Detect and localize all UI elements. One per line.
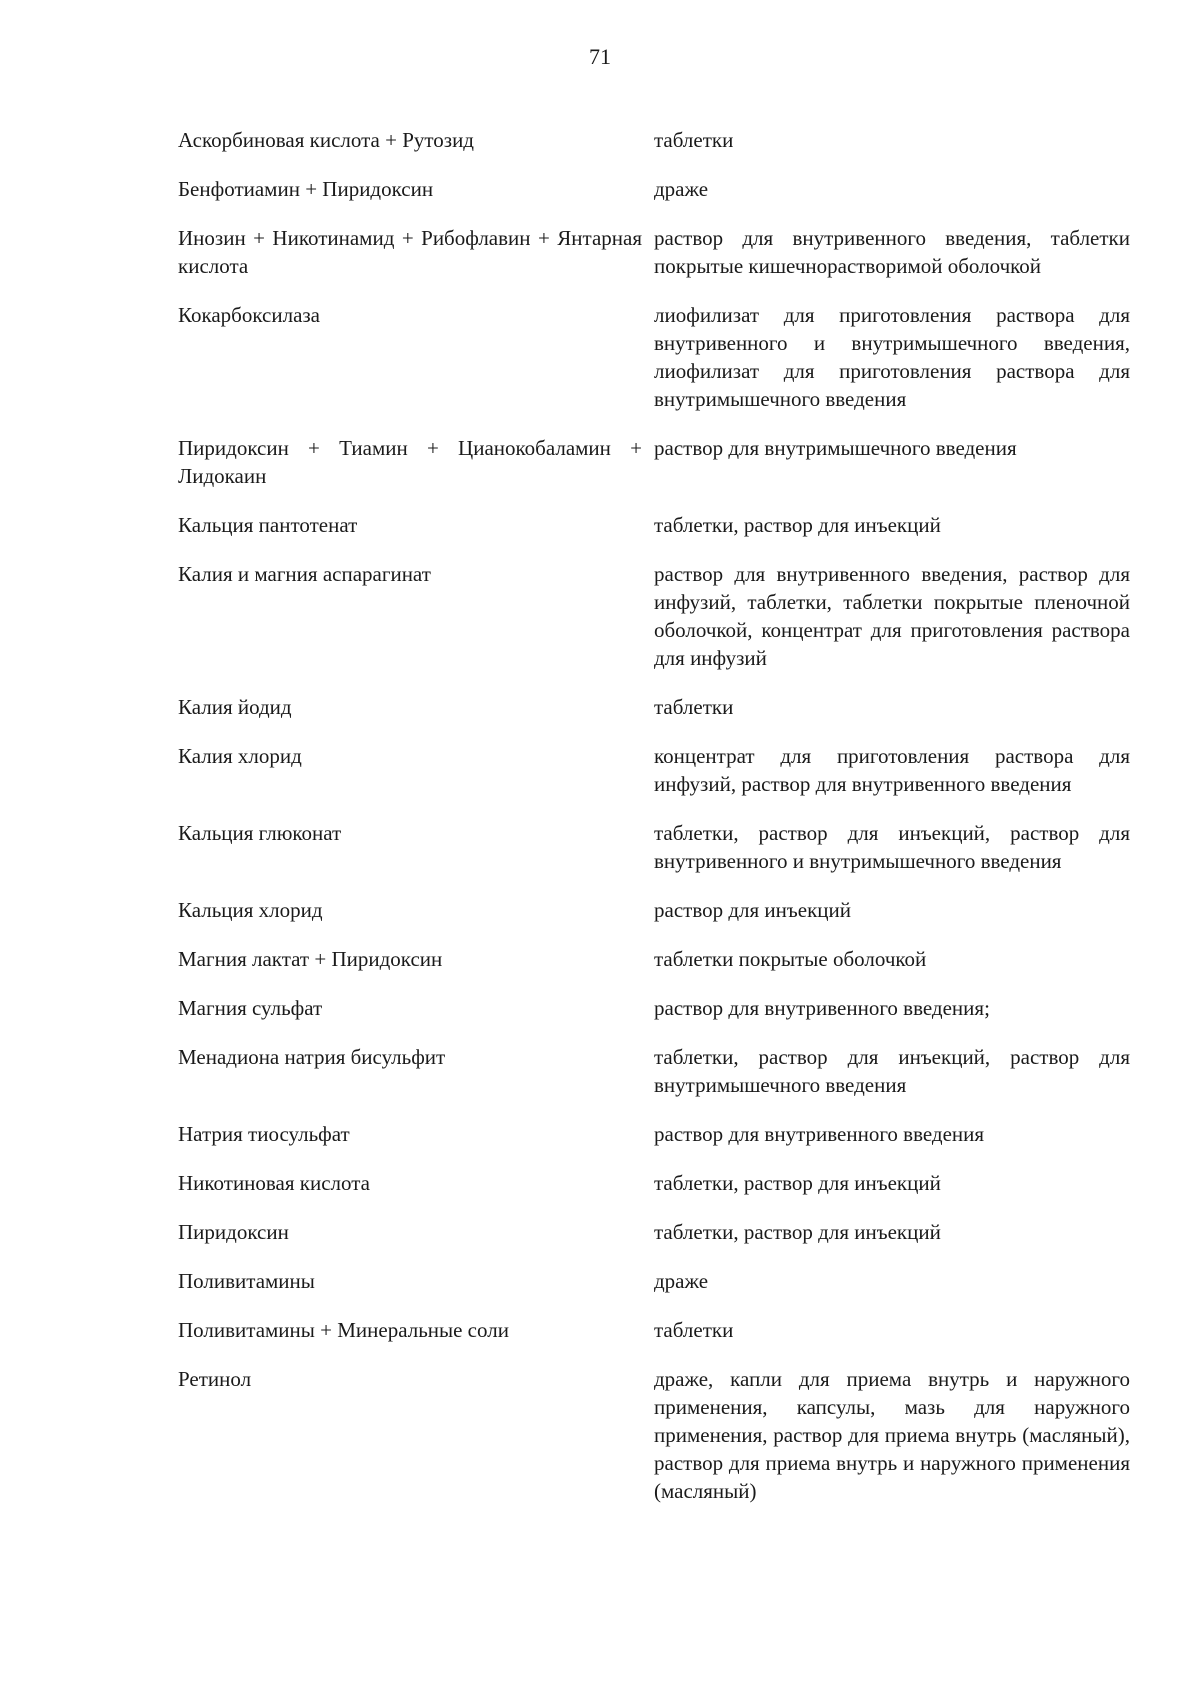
drug-row <box>178 1365 1130 1505</box>
drug-form: драже, капли для приема внутрь и наружного применения, капсулы, мазь для наружного применения, раствор для приема внутрь (масляный), раствор для приема внутрь и наружного применения (масляный) <box>654 1367 1130 1503</box>
drug-name: Пиридоксин <box>178 1220 289 1244</box>
drug-row <box>178 1316 1130 1344</box>
drug-name: Поливитамины + Минеральные соли <box>178 1318 509 1342</box>
drug-row <box>178 1218 1130 1246</box>
drug-row <box>178 693 1130 721</box>
drug-row <box>178 175 1130 203</box>
drug-row <box>178 560 1130 672</box>
drug-row <box>178 1169 1130 1197</box>
drug-row <box>178 224 1130 280</box>
drug-row <box>178 434 1130 490</box>
drug-form: таблетки, раствор для инъекций, раствор для внутривенного и внутримышечного введения <box>654 821 1130 873</box>
drug-row <box>178 511 1130 539</box>
drug-row <box>178 994 1130 1022</box>
drug-form: таблетки, раствор для инъекций <box>654 1220 941 1244</box>
drug-form: раствор для внутривенного введения, раствор для инфузий, таблетки, таблетки покрытые пленочной оболочкой, концентрат для приготовления раствора для инфузий <box>654 562 1130 670</box>
drug-row <box>178 1043 1130 1099</box>
drug-form: таблетки, раствор для инъекций, раствор для внутримышечного введения <box>654 1045 1130 1097</box>
drug-name: Магния лактат + Пиридоксин <box>178 947 443 971</box>
drug-name: Никотиновая кислота <box>178 1171 371 1195</box>
drug-name: Инозин + Никотинамид + Рибофлавин + Янтарная кислота <box>178 226 642 278</box>
drug-form: таблетки <box>654 1318 734 1342</box>
drug-row <box>178 945 1130 973</box>
drug-name: Ретинол <box>178 1367 252 1391</box>
drug-form: раствор для внутривенного введения; <box>654 996 990 1020</box>
drug-form: таблетки, раствор для инъекций <box>654 1171 941 1195</box>
drug-form: таблетки покрытые оболочкой <box>654 947 927 971</box>
drug-name: Калия хлорид <box>178 744 302 768</box>
drug-name: Поливитамины <box>178 1269 315 1293</box>
drug-name: Пиридоксин + Тиамин + Цианокобаламин + Лидокаин <box>178 436 642 488</box>
drug-name: Натрия тиосульфат <box>178 1122 350 1146</box>
drug-name: Кальция пантотенат <box>178 513 358 537</box>
drug-name: Кокарбоксилаза <box>178 303 321 327</box>
drug-name: Калия и магния аспарагинат <box>178 562 431 586</box>
drug-form: раствор для внутримышечного введения <box>654 436 1017 460</box>
drug-form: раствор для внутривенного введения, таблетки покрытые кишечнорастворимой оболочкой <box>654 226 1130 278</box>
page-number: 71 <box>589 44 611 69</box>
drug-row <box>178 742 1130 798</box>
drug-row <box>178 126 1130 154</box>
drug-row <box>178 819 1130 875</box>
drug-name: Бенфотиамин + Пиридоксин <box>178 177 434 201</box>
drug-form: концентрат для приготовления раствора для инфузий, раствор для внутривенного введения <box>654 744 1130 796</box>
drug-name: Магния сульфат <box>178 996 323 1020</box>
drug-name: Менадиона натрия бисульфит <box>178 1045 446 1069</box>
drug-row <box>178 896 1130 924</box>
drug-form: драже <box>654 177 709 201</box>
drug-form: таблетки <box>654 128 734 152</box>
drug-form: лиофилизат для приготовления раствора для внутривенного и внутримышечного введения, лиофилизат для приготовления раствора для внутримышечного введения <box>654 303 1130 411</box>
drug-name: Кальция хлорид <box>178 898 323 922</box>
drug-row <box>178 1267 1130 1295</box>
drug-form: таблетки <box>654 695 734 719</box>
drug-name: Калия йодид <box>178 695 292 719</box>
drug-name: Аскорбиновая кислота + Рутозид <box>178 128 474 152</box>
drug-row <box>178 1120 1130 1148</box>
drug-form: таблетки, раствор для инъекций <box>654 513 941 537</box>
drug-form: раствор для инъекций <box>654 898 851 922</box>
drug-list <box>178 126 1130 1526</box>
drug-form: драже <box>654 1269 709 1293</box>
drug-row <box>178 301 1130 413</box>
drug-name: Кальция глюконат <box>178 821 342 845</box>
drug-form: раствор для внутривенного введения <box>654 1122 985 1146</box>
